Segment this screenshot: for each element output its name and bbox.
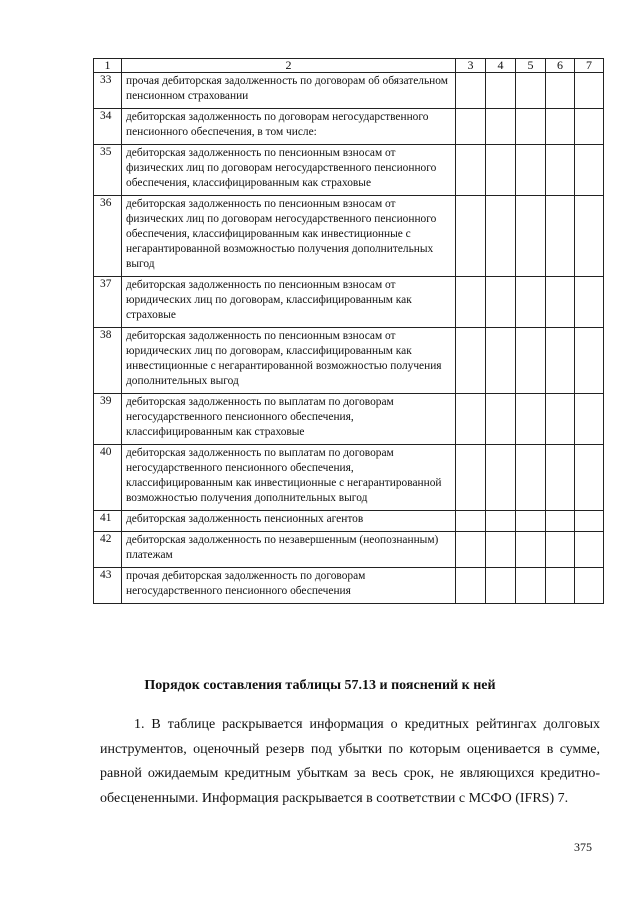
empty-value-cell bbox=[546, 511, 575, 532]
table-row bbox=[94, 196, 604, 277]
row-description: дебиторская задолженность по незавершенным (неопознанным) платежам bbox=[122, 532, 456, 568]
empty-value-cell bbox=[546, 196, 575, 277]
empty-value-cell bbox=[546, 328, 575, 394]
column-header: 3 bbox=[456, 59, 486, 73]
row-number: 33 bbox=[94, 73, 122, 109]
column-header: 5 bbox=[516, 59, 546, 73]
row-number: 38 bbox=[94, 328, 122, 394]
empty-value-cell bbox=[456, 568, 486, 604]
empty-value-cell bbox=[575, 532, 604, 568]
empty-value-cell bbox=[546, 109, 575, 145]
empty-value-cell bbox=[516, 445, 546, 511]
empty-value-cell bbox=[516, 196, 546, 277]
table-row bbox=[94, 145, 604, 196]
empty-value-cell bbox=[575, 277, 604, 328]
row-number: 34 bbox=[94, 109, 122, 145]
empty-value-cell bbox=[575, 109, 604, 145]
empty-value-cell bbox=[486, 394, 516, 445]
row-number: 43 bbox=[94, 568, 122, 604]
empty-value-cell bbox=[546, 532, 575, 568]
empty-value-cell bbox=[486, 73, 516, 109]
column-header: 1 bbox=[94, 59, 122, 73]
row-description: дебиторская задолженность по пенсионным взносам от физических лиц по договорам негосударственного пенсионного обеспечения, классифицированным как инвестиционные с негарантированной возможностью получения дополнительных выгод bbox=[122, 196, 456, 277]
row-description: дебиторская задолженность по договорам негосударственного пенсионного обеспечения, в том числе: bbox=[122, 109, 456, 145]
empty-value-cell bbox=[575, 196, 604, 277]
table-row bbox=[94, 109, 604, 145]
empty-value-cell bbox=[575, 394, 604, 445]
row-number: 41 bbox=[94, 511, 122, 532]
empty-value-cell bbox=[486, 196, 516, 277]
table-row bbox=[94, 568, 604, 604]
row-description: прочая дебиторская задолженность по договорам об обязательном пенсионном страховании bbox=[122, 73, 456, 109]
table-row bbox=[94, 445, 604, 511]
empty-value-cell bbox=[486, 568, 516, 604]
body-paragraph: 1. В таблице раскрывается информация о кредитных рейтингах долговых инструментов, оценочный резерв под убытки по которым оценивается в сумме, равной ожидаемым кредитным убыткам за весь срок, не являющихся кредитно-обесцененными. Информация раскрывается в соответствии с МСФО (IFRS) 7. bbox=[100, 717, 600, 806]
column-header: 6 bbox=[546, 59, 575, 73]
column-header: 2 bbox=[122, 59, 456, 73]
row-description: прочая дебиторская задолженность по договорам негосударственного пенсионного обеспечения bbox=[122, 568, 456, 604]
empty-value-cell bbox=[456, 328, 486, 394]
empty-value-cell bbox=[486, 145, 516, 196]
empty-value-cell bbox=[486, 511, 516, 532]
page-number: 375 bbox=[574, 840, 592, 854]
empty-value-cell bbox=[516, 568, 546, 604]
empty-value-cell bbox=[516, 109, 546, 145]
empty-value-cell bbox=[516, 145, 546, 196]
empty-value-cell bbox=[575, 73, 604, 109]
empty-value-cell bbox=[486, 532, 516, 568]
empty-value-cell bbox=[456, 109, 486, 145]
column-header: 7 bbox=[575, 59, 604, 73]
empty-value-cell bbox=[516, 394, 546, 445]
row-description: дебиторская задолженность по пенсионным взносам от юридических лиц по договорам, классифицированным как страховые bbox=[122, 277, 456, 328]
row-number: 36 bbox=[94, 196, 122, 277]
row-number: 39 bbox=[94, 394, 122, 445]
empty-value-cell bbox=[575, 445, 604, 511]
receivables-table bbox=[93, 58, 604, 604]
empty-value-cell bbox=[516, 277, 546, 328]
empty-value-cell bbox=[516, 73, 546, 109]
row-number: 40 bbox=[94, 445, 122, 511]
empty-value-cell bbox=[546, 145, 575, 196]
empty-value-cell bbox=[456, 73, 486, 109]
empty-value-cell bbox=[546, 394, 575, 445]
empty-value-cell bbox=[546, 73, 575, 109]
empty-value-cell bbox=[546, 568, 575, 604]
row-number: 35 bbox=[94, 145, 122, 196]
empty-value-cell bbox=[575, 511, 604, 532]
empty-value-cell bbox=[456, 196, 486, 277]
empty-value-cell bbox=[456, 532, 486, 568]
table-row bbox=[94, 532, 604, 568]
empty-value-cell bbox=[546, 445, 575, 511]
empty-value-cell bbox=[486, 277, 516, 328]
empty-value-cell bbox=[516, 532, 546, 568]
table-row bbox=[94, 277, 604, 328]
row-number: 37 bbox=[94, 277, 122, 328]
row-description: дебиторская задолженность по пенсионным взносам от физических лиц по договорам негосударственного пенсионного обеспечения, классифицированным как страховые bbox=[122, 145, 456, 196]
row-description: дебиторская задолженность пенсионных агентов bbox=[122, 511, 456, 532]
empty-value-cell bbox=[486, 328, 516, 394]
table-row bbox=[94, 394, 604, 445]
section-heading: Порядок составления таблицы 57.13 и пояснений к ней bbox=[144, 678, 496, 693]
empty-value-cell bbox=[456, 511, 486, 532]
empty-value-cell bbox=[456, 445, 486, 511]
empty-value-cell bbox=[516, 511, 546, 532]
table-header-row bbox=[94, 59, 604, 73]
row-description: дебиторская задолженность по выплатам по договорам негосударственного пенсионного обеспечения, классифицированным как инвестиционные с негарантированной возможностью получения дополнительных выгод bbox=[122, 445, 456, 511]
empty-value-cell bbox=[486, 445, 516, 511]
empty-value-cell bbox=[456, 145, 486, 196]
row-number: 42 bbox=[94, 532, 122, 568]
empty-value-cell bbox=[546, 277, 575, 328]
empty-value-cell bbox=[575, 568, 604, 604]
table-row bbox=[94, 511, 604, 532]
empty-value-cell bbox=[456, 394, 486, 445]
row-description: дебиторская задолженность по выплатам по договорам негосударственного пенсионного обеспечения, классифицированным как страховые bbox=[122, 394, 456, 445]
empty-value-cell bbox=[456, 277, 486, 328]
empty-value-cell bbox=[486, 109, 516, 145]
empty-value-cell bbox=[516, 328, 546, 394]
table-row bbox=[94, 328, 604, 394]
column-header: 4 bbox=[486, 59, 516, 73]
empty-value-cell bbox=[575, 328, 604, 394]
empty-value-cell bbox=[575, 145, 604, 196]
table-row bbox=[94, 73, 604, 109]
row-description: дебиторская задолженность по пенсионным взносам от юридических лиц по договорам, классифицированным как инвестиционные с негарантированной возможностью получения дополнительных выгод bbox=[122, 328, 456, 394]
